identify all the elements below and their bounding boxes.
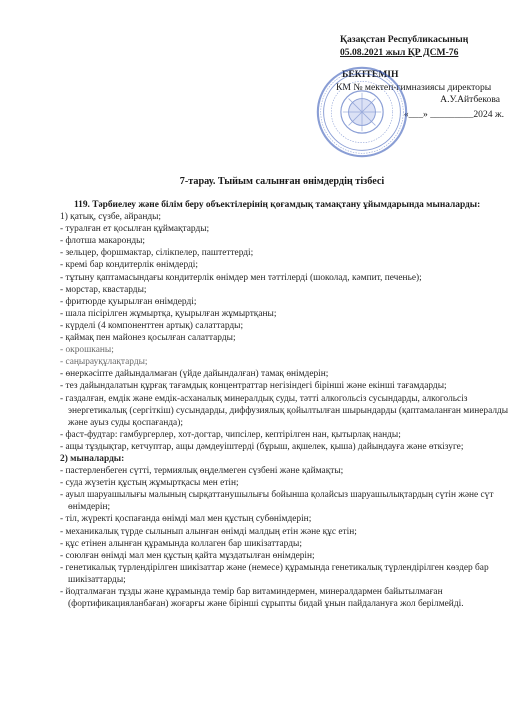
list-item: - кремі бар кондитерлік өнімдерді; [60,260,199,271]
list-item: - союлған өнімді мал мен құстың қайта мұздатылған өнімдерін; [60,550,315,561]
list-item: - механикалық түрде сылынып алынған өнімді малдың етін және құс етін; [60,526,357,537]
subsection-1-label: 1) қатық, сүзбе, айранды; [60,212,162,223]
approval-title: БЕКІТЕМІН [342,69,399,80]
list-item: - қаймақ пен майонез қосылған салаттарды; [60,333,236,344]
approval-line-1: Қазақстан Республикасының [340,34,469,45]
list-item: - окрошканы; [60,345,114,356]
list-item: - туралған ет қосылған құймақтарды; [60,224,210,235]
list-item: - ауыл шаруашылығы малының сырқаттанушылығы бойынша қолайсыз шаруашылықтардың сүтін және сүт өнімдерін; [60,490,494,513]
chapter-title: 7-тарау. Тыйым салынған өнімдердің тізбесі [179,176,385,187]
list-item: - морстар, кваcтарды; [60,284,147,295]
subsection-2-label: 2) мыналарды: [60,453,125,464]
subsection-2-list [60,465,514,610]
approval-line-2: 05.08.2021 жыл ҚР ДСМ-76 [340,46,459,58]
list-item: - газдалған, емдік және емдік-асханалық минералдық суды, тәтті алкогольсіз сусындарды, алкогольсіз энергетикалық (сергіткіш) сусындарды, диффузиялық қойылтылған шырындарды (қаптамаланған минералды және ауыз суды қоспағанда); [60,393,509,428]
section-heading-text: Тәрбиелеу және білім беру объектілерінің қоғамдық тамақтану ұйымдарында мыналарды: [92,200,481,210]
list-item: - тіл, жүректі қоспағанда өнімді мал мен құстың субөнімдерін; [60,514,312,525]
official-seal-stamp [314,64,410,160]
list-item: - фритюрде қуырылған өнімдерді; [60,296,197,307]
list-item: - саңырауқұлақтарды; [60,357,148,368]
list-item: - ащы тұздықтар, кетчуптар, ащы дәмдеуіштерді (бұрыш, ақшелек, қыша) дайындауға және өткізуге; [60,441,464,452]
subsection-1-list [60,223,514,453]
list-item: - зельцер, форшмактар, сілікпелер, паштеттерді; [60,248,254,259]
approval-director-line: КМ № мектеп-гимназиясы директоры [336,81,492,93]
list-item: - тұтыну қаптамасындағы кондитерлік өнімдер мен тәттілерді (шоколад, кәмпит, печенье); [60,272,422,283]
document-body [60,199,514,610]
section-heading [74,199,514,211]
list-item: - флотша макаронды; [60,236,146,247]
list-item: - генетикалық түрлендірілген шикізаттар және (немесе) құрамында генетикалық түрлендірілген көздер бар шикізаттарды; [60,562,489,585]
list-item: - фаст-фудтар: гамбургерлер, хот-догтар, чипсілер, кептірілген нан, қытырлақ нанды; [60,429,401,440]
list-item: - суда жүзетін құстың жұмыртқасы мен етін; [60,478,239,489]
approval-date-line: «___» _________2024 ж. [403,108,504,120]
list-item: - пастерленбеген сүтті, термиялық өңделмеген сүзбені және қаймақты; [60,466,344,477]
list-item: - тез дайындалатын құрғақ тағамдық концентраттар негізіндегі бірінші және екінші тағамдарды; [60,381,447,392]
list-item: - өнеркәсіпте дайындалмаған (үйде дайындалған) тамақ өнімдерін; [60,369,329,380]
list-item: - йодталмаған тұзды және құрамында темір бар витаминдермен, минералдармен байытылмаған (фортификацияланбаған) жоғарғы және бірінші сұрыпты бидай ұнын пайдалануға жол берілмейді. [60,587,464,610]
list-item: - күрделі (4 компоненттен артық) салаттарды; [60,320,244,331]
list-item: - шала пісірілген жұмыртқа, қуырылған жұмыртқаны; [60,308,277,319]
section-number: 119. [74,200,90,210]
approval-name-line: А.У.Айтбекова [440,94,500,105]
list-item: - құс етінен алынған құрамында коллаген бар шикізаттарды; [60,538,302,549]
